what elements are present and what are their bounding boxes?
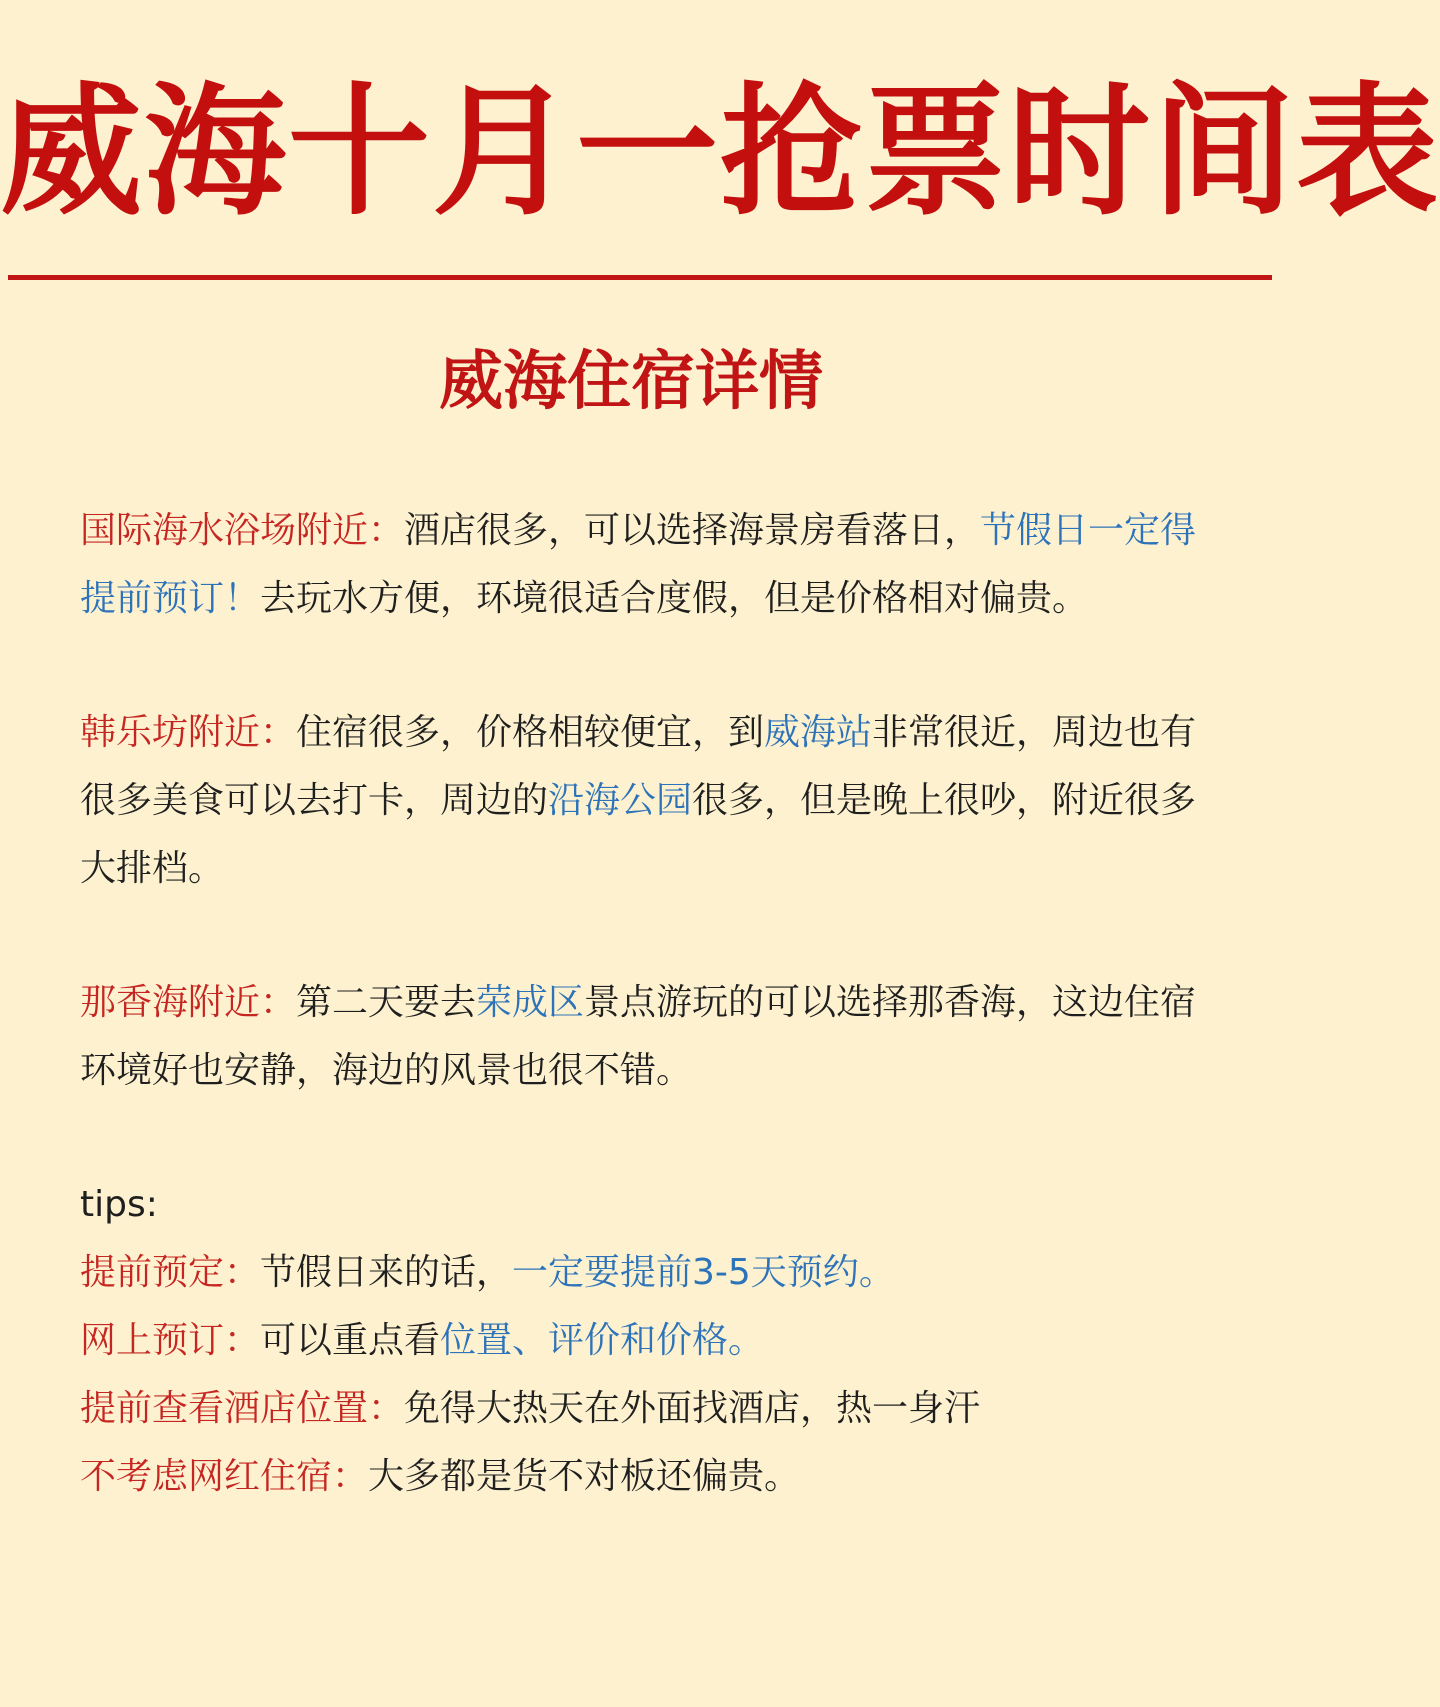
tip-item <box>80 1307 1220 1375</box>
tip-text: 可以重点看 <box>260 1320 441 1361</box>
tip-text: 免得大热天在外面找酒店，热一身汗 <box>404 1388 981 1429</box>
area-highlight: 荣成区 <box>476 982 585 1023</box>
tip-highlight: 位置、评价和价格。 <box>440 1320 765 1361</box>
area-text: 住宿很多，价格相较便宜，到 <box>296 712 765 753</box>
tip-item <box>80 1239 1220 1307</box>
tip-label: 不考虑网红住宿： <box>80 1456 369 1497</box>
area-highlight: 沿海公园 <box>548 780 693 821</box>
area-text: 很多，但是晚上很吵，附近很多大排档。 <box>80 780 1197 889</box>
tip-text: 大多都是货不对板还偏贵。 <box>368 1456 801 1497</box>
area-paragraph-beach <box>80 497 1220 633</box>
area-text: 去玩水方便，环境很适合度假，但是价格相对偏贵。 <box>260 578 1089 619</box>
tip-highlight: 一定要提前3-5天预约。 <box>512 1252 895 1293</box>
tip-label: 提前预定： <box>80 1252 261 1293</box>
area-text: 酒店很多，可以选择海景房看落日， <box>404 510 981 551</box>
title-divider <box>8 275 1272 280</box>
area-highlight: 节假日一定得提前预订！ <box>80 510 1197 619</box>
area-paragraph-hanlefang <box>80 699 1220 903</box>
tip-text: 节假日来的话， <box>260 1252 513 1293</box>
area-text: 第二天要去 <box>296 982 477 1023</box>
area-label: 那香海附近： <box>80 982 297 1023</box>
section-title: 威海住宿详情 <box>439 345 823 419</box>
area-text: 非常很近，周边也有很多美食可以去打卡，周边的 <box>80 712 1197 821</box>
tip-label: 提前查看酒店位置： <box>80 1388 405 1429</box>
tips-heading: tips: <box>80 1184 158 1225</box>
area-highlight: 威海站 <box>764 712 873 753</box>
tips-section <box>80 1171 1220 1511</box>
area-text: 景点游玩的可以选择那香海，这边住宿环境好也安静，海边的风景也很不错。 <box>80 982 1197 1091</box>
area-label: 国际海水浴场附近： <box>80 510 405 551</box>
page-title: 威海十月一抢票时间表 <box>0 70 1440 235</box>
tip-label: 网上预订： <box>80 1320 261 1361</box>
area-paragraph-naxianghai <box>80 969 1220 1105</box>
tip-item <box>80 1443 1220 1511</box>
tip-item <box>80 1375 1220 1443</box>
content-body <box>80 497 1220 1511</box>
area-label: 韩乐坊附近： <box>80 712 297 753</box>
